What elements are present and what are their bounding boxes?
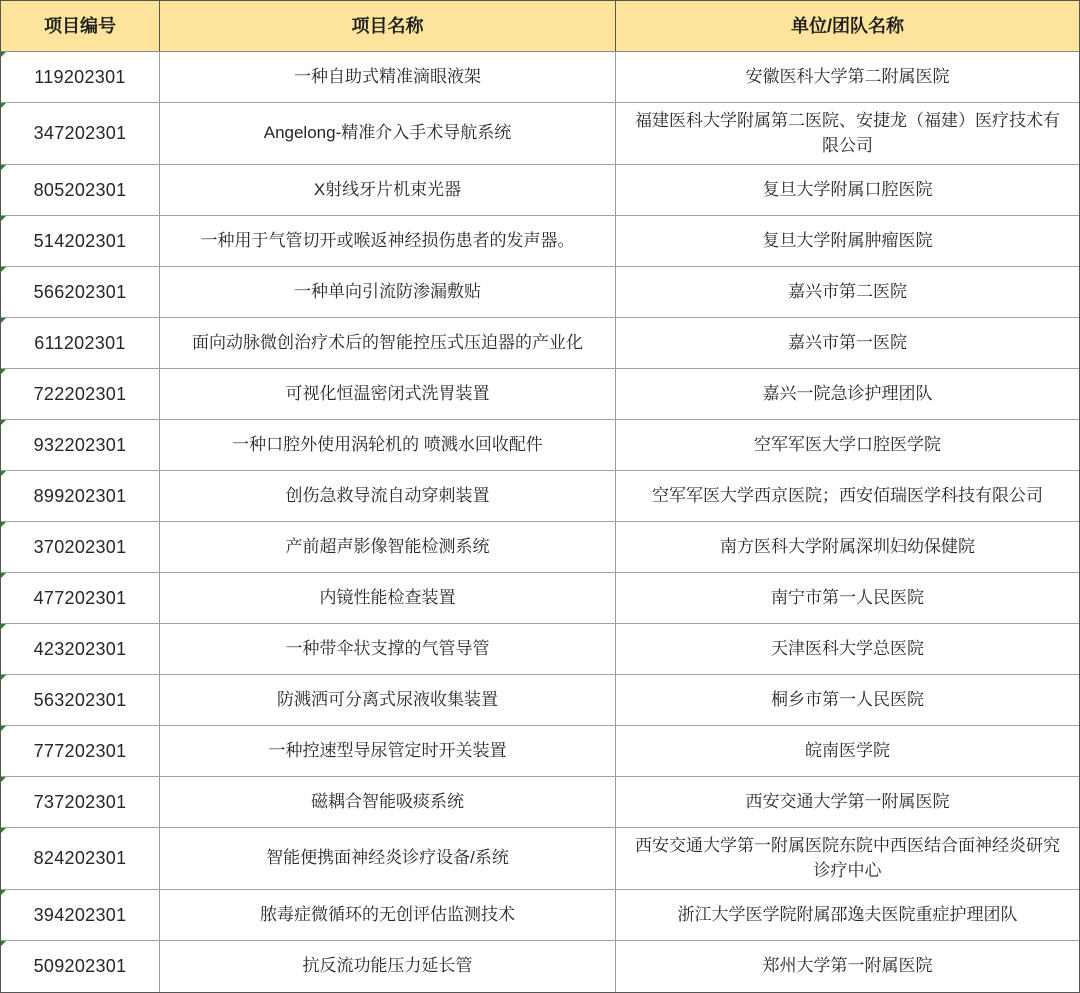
unit-name-cell: 福建医科大学附属第二医院、安捷龙（福建）医疗技术有限公司 xyxy=(615,103,1079,164)
project-id-cell xyxy=(1,420,159,470)
project-name-cell: 抗反流功能压力延长管 xyxy=(159,941,615,992)
cell-error-indicator-icon xyxy=(1,726,6,731)
unit-name-cell: 嘉兴市第二医院 xyxy=(615,267,1079,317)
project-id-cell xyxy=(1,941,159,992)
unit-name-cell: 郑州大学第一附属医院 xyxy=(615,941,1079,992)
table-row xyxy=(1,52,1079,103)
unit-name-cell: 嘉兴市第一医院 xyxy=(615,318,1079,368)
cell-error-indicator-icon xyxy=(1,624,6,629)
project-name-cell: 一种单向引流防渗漏敷贴 xyxy=(159,267,615,317)
project-name-cell: X射线牙片机束光器 xyxy=(159,165,615,215)
cell-error-indicator-icon xyxy=(1,318,6,323)
project-name-cell: 创伤急救导流自动穿刺装置 xyxy=(159,471,615,521)
project-name-cell: 一种带伞状支撑的气管导管 xyxy=(159,624,615,674)
project-id: 899202301 xyxy=(33,485,127,506)
project-id: 777202301 xyxy=(33,740,127,761)
table-header-row xyxy=(1,1,1079,52)
unit-name-cell: 天津医科大学总医院 xyxy=(615,624,1079,674)
project-id: 805202301 xyxy=(33,179,127,200)
header-project-id: 项目编号 xyxy=(44,15,116,36)
table-row xyxy=(1,726,1079,777)
unit-name-cell: 皖南医学院 xyxy=(615,726,1079,776)
table-row xyxy=(1,675,1079,726)
table-row xyxy=(1,369,1079,420)
project-id-cell xyxy=(1,522,159,572)
table-row xyxy=(1,828,1079,890)
project-id: 611202301 xyxy=(34,332,126,353)
cell-error-indicator-icon xyxy=(1,941,6,946)
project-name-cell: 脓毒症微循环的无创评估监测技术 xyxy=(159,890,615,940)
cell-error-indicator-icon xyxy=(1,522,6,527)
project-name-cell: Angelong-精准介入手术导航系统 xyxy=(159,103,615,164)
cell-error-indicator-icon xyxy=(1,369,6,374)
project-name-cell: 磁耦合智能吸痰系统 xyxy=(159,777,615,827)
table-row xyxy=(1,890,1079,941)
project-name-cell: 一种自助式精准滴眼液架 xyxy=(159,52,615,102)
project-id: 514202301 xyxy=(33,230,127,251)
unit-name-cell: 复旦大学附属肿瘤医院 xyxy=(615,216,1079,266)
table-row xyxy=(1,165,1079,216)
cell-error-indicator-icon xyxy=(1,777,6,782)
project-id-cell xyxy=(1,471,159,521)
unit-name-cell: 嘉兴一院急诊护理团队 xyxy=(615,369,1079,419)
project-name-cell: 可视化恒温密闭式洗胃装置 xyxy=(159,369,615,419)
unit-name-cell: 桐乡市第一人民医院 xyxy=(615,675,1079,725)
project-id-cell xyxy=(1,675,159,725)
project-id-cell xyxy=(1,318,159,368)
project-id-cell xyxy=(1,777,159,827)
table-row xyxy=(1,471,1079,522)
header-project-name: 项目名称 xyxy=(159,1,615,51)
project-id-cell xyxy=(1,573,159,623)
table-row xyxy=(1,624,1079,675)
cell-error-indicator-icon xyxy=(1,828,6,833)
project-name-cell: 一种用于气管切开或喉返神经损伤患者的发声器。 xyxy=(159,216,615,266)
project-id: 722202301 xyxy=(33,383,127,404)
project-id: 566202301 xyxy=(33,281,127,302)
cell-error-indicator-icon xyxy=(1,267,6,272)
project-id-cell xyxy=(1,890,159,940)
unit-name-cell: 空军军医大学口腔医学院 xyxy=(615,420,1079,470)
project-id-cell xyxy=(1,369,159,419)
project-id-cell xyxy=(1,52,159,102)
table-row xyxy=(1,103,1079,165)
cell-error-indicator-icon xyxy=(1,216,6,221)
unit-name-cell: 西安交通大学第一附属医院东院中西医结合面神经炎研究诊疗中心 xyxy=(615,828,1079,889)
project-name-cell: 产前超声影像智能检测系统 xyxy=(159,522,615,572)
project-id: 824202301 xyxy=(33,848,127,869)
unit-name-cell: 复旦大学附属口腔医院 xyxy=(615,165,1079,215)
cell-error-indicator-icon xyxy=(1,471,6,476)
project-id: 509202301 xyxy=(33,956,127,977)
cell-error-indicator-icon xyxy=(1,103,6,108)
table-row xyxy=(1,777,1079,828)
project-id: 477202301 xyxy=(33,587,127,608)
project-id-cell xyxy=(1,828,159,889)
project-id: 423202301 xyxy=(33,638,127,659)
project-id: 563202301 xyxy=(33,689,127,710)
cell-error-indicator-icon xyxy=(1,675,6,680)
project-name-cell: 一种控速型导尿管定时开关装置 xyxy=(159,726,615,776)
project-id: 370202301 xyxy=(33,536,127,557)
unit-name-cell: 南宁市第一人民医院 xyxy=(615,573,1079,623)
project-id: 932202301 xyxy=(33,434,127,455)
project-id-cell xyxy=(1,216,159,266)
project-name-cell: 防溅洒可分离式尿液收集装置 xyxy=(159,675,615,725)
project-name-cell: 面向动脉微创治疗术后的智能控压式压迫器的产业化 xyxy=(159,318,615,368)
table-row xyxy=(1,420,1079,471)
table-row xyxy=(1,522,1079,573)
header-unit-name: 单位/团队名称 xyxy=(615,1,1079,51)
table-row xyxy=(1,216,1079,267)
unit-name-cell: 浙江大学医学院附属邵逸夫医院重症护理团队 xyxy=(615,890,1079,940)
table-row xyxy=(1,318,1079,369)
table-row xyxy=(1,267,1079,318)
cell-error-indicator-icon xyxy=(1,890,6,895)
cell-error-indicator-icon xyxy=(1,573,6,578)
cell-error-indicator-icon xyxy=(1,420,6,425)
project-id: 394202301 xyxy=(33,904,127,925)
project-id: 119202301 xyxy=(34,66,126,87)
table-row xyxy=(1,573,1079,624)
project-id-cell xyxy=(1,165,159,215)
unit-name-cell: 空军军医大学西京医院；西安佰瑞医学科技有限公司 xyxy=(615,471,1079,521)
project-id-cell xyxy=(1,624,159,674)
project-id: 347202301 xyxy=(33,123,127,144)
cell-error-indicator-icon xyxy=(1,52,6,57)
project-name-cell: 一种口腔外使用涡轮机的 喷溅水回收配件 xyxy=(159,420,615,470)
project-name-cell: 内镜性能检查装置 xyxy=(159,573,615,623)
unit-name-cell: 南方医科大学附属深圳妇幼保健院 xyxy=(615,522,1079,572)
project-id-cell xyxy=(1,267,159,317)
unit-name-cell: 西安交通大学第一附属医院 xyxy=(615,777,1079,827)
project-id-cell xyxy=(1,726,159,776)
project-name-cell: 智能便携面神经炎诊疗设备/系统 xyxy=(159,828,615,889)
cell-error-indicator-icon xyxy=(1,165,6,170)
project-id-cell xyxy=(1,103,159,164)
project-id: 737202301 xyxy=(33,791,127,812)
unit-name-cell: 安徽医科大学第二附属医院 xyxy=(615,52,1079,102)
table-row xyxy=(1,941,1079,992)
